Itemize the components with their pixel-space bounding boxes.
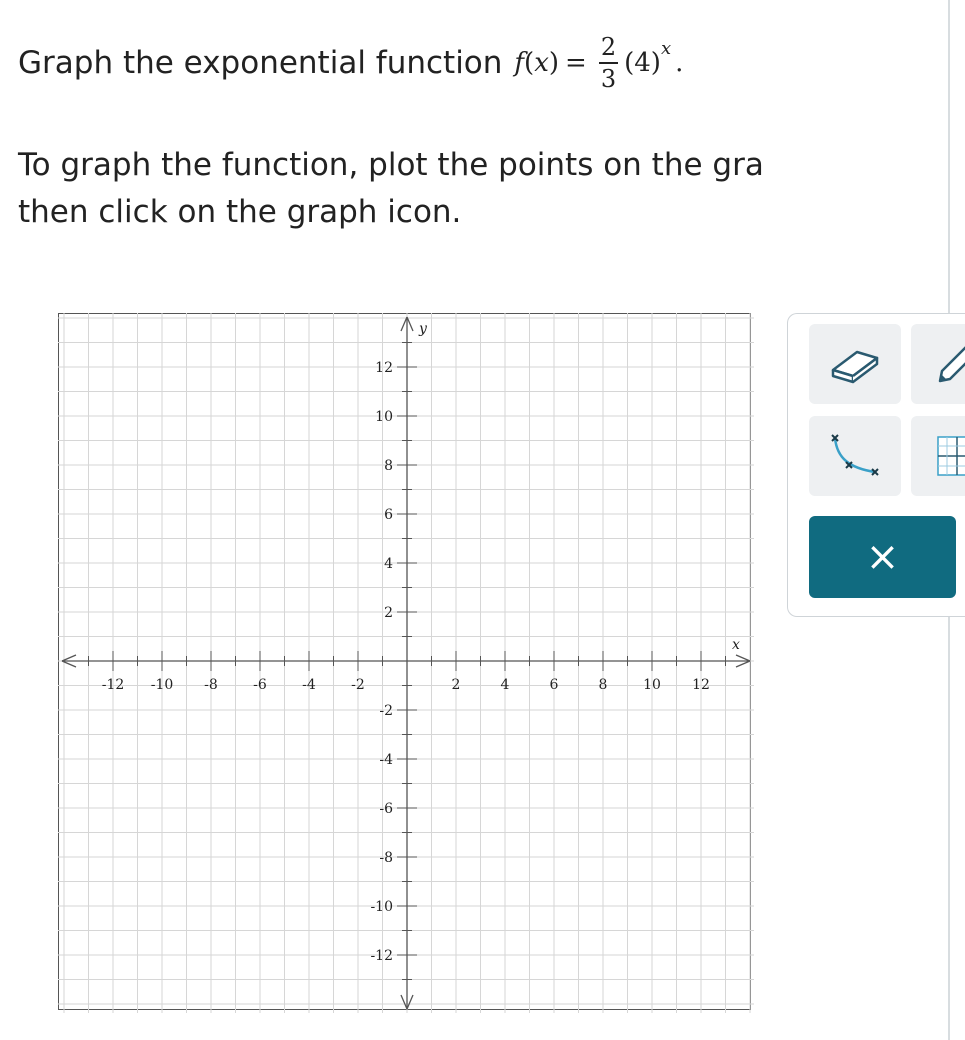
- exponential-tool-button[interactable]: [809, 416, 901, 496]
- x-tick-label: 8: [598, 676, 607, 693]
- fraction: [599, 35, 618, 91]
- question-prompt: Graph the exponential function: [18, 44, 503, 81]
- question-line-1: [18, 28, 683, 98]
- open-paren: (: [524, 48, 535, 78]
- base: (4): [624, 48, 661, 78]
- y-tick-label: 10: [374, 408, 393, 425]
- x-tick-label: -10: [150, 676, 173, 693]
- x-tick-label: 10: [642, 676, 661, 693]
- y-tick-label: 12: [374, 359, 393, 376]
- graph-toolbox: [787, 313, 965, 617]
- x-axis-label: x: [731, 636, 740, 653]
- y-tick-label: -12: [369, 947, 393, 964]
- y-tick-label: 6: [383, 506, 393, 523]
- y-tick-label: -8: [378, 849, 393, 866]
- instruction-line-2: then click on the graph icon.: [18, 194, 462, 230]
- fraction-numerator: 2: [599, 35, 618, 64]
- clear-button[interactable]: ×: [809, 516, 956, 598]
- x-tick-label: -4: [301, 676, 316, 693]
- instructions: [18, 142, 764, 236]
- x-tick-label: -2: [350, 676, 365, 693]
- function-variable: x: [534, 48, 549, 78]
- x-tick-label: -6: [252, 676, 267, 693]
- y-tick-label: 2: [383, 604, 393, 621]
- instruction-line-1: To graph the function, plot the points on the gra: [18, 147, 764, 183]
- x-tick-label: 12: [691, 676, 710, 693]
- pencil-icon: [932, 339, 965, 389]
- equals-sign: =: [565, 48, 587, 78]
- graph-grid-icon: [932, 431, 965, 481]
- function-expression: [514, 35, 683, 91]
- function-name: f: [514, 48, 525, 78]
- y-tick-label: -4: [378, 751, 393, 768]
- x-tick-label: 4: [500, 676, 509, 693]
- close-paren: ): [548, 48, 560, 78]
- exponential-curve-icon: [825, 428, 885, 484]
- coordinate-plane[interactable]: [58, 313, 754, 1013]
- y-tick-label: -10: [369, 898, 393, 915]
- period: .: [675, 48, 684, 78]
- y-axis-label: y: [418, 320, 427, 337]
- y-tick-label: -6: [378, 800, 393, 817]
- exponent: x: [660, 38, 672, 59]
- x-tick-label: -8: [203, 676, 218, 693]
- graph-area[interactable]: [58, 313, 751, 1010]
- x-tick-label: 2: [451, 676, 460, 693]
- eraser-icon: [827, 344, 883, 384]
- y-tick-label: 4: [383, 555, 393, 572]
- x-tick-label: -12: [101, 676, 124, 693]
- y-tick-label: 8: [383, 457, 393, 474]
- question: [18, 28, 683, 98]
- fraction-denominator: 3: [600, 65, 617, 93]
- pencil-tool-button[interactable]: [911, 324, 965, 404]
- y-tick-label: -2: [378, 702, 393, 719]
- x-tick-label: 6: [549, 676, 558, 693]
- graph-tool-button[interactable]: [911, 416, 965, 496]
- eraser-tool-button[interactable]: [809, 324, 901, 404]
